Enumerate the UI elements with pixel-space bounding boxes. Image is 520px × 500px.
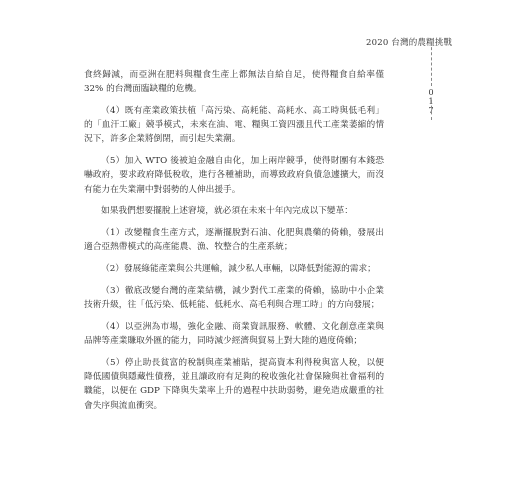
paragraph: （2）發展綠能產業與公共運輸，減少私人車輛，以降低對能源的需求； — [101, 264, 376, 275]
paragraph: （4）既有產業政策扶植「高污染、高耗能、高耗水、高工時與低毛利」的「血汗工廠」競爭模式，未來在油、電、糧與工資四漲且代工產業萎縮的情況下，許多企業將倒閉，而引起失業潮。 — [84, 106, 384, 145]
page-number-digit: 1 — [428, 97, 434, 106]
header-divider-upper — [431, 42, 432, 86]
paragraph: （5）加入 WTO 後被迫金融自由化，加上兩岸競爭，使得財團有本錢恐嚇政府，要求政府降低稅收，進行各種補助，而導致政府負債急遽擴大，而沒有能力在失業潮中對弱勢的人伸出援手。 — [84, 156, 384, 195]
paragraph: （3）徹底改變台灣的產業結構，減少對代工產業的倚賴，協助中小企業技術升級，往「低污染、低耗能、低耗水、高毛利與合理工時」的方向發展； — [84, 286, 384, 311]
paragraph: （1）改變糧食生產方式，逐漸擺脫對石油、化肥與農藥的倚賴，發展出適合亞熱帶模式的高產能農、漁、牧整合的生產系統； — [84, 228, 384, 253]
header-divider-lower — [431, 100, 432, 120]
body-text — [84, 68, 384, 420]
paragraph: （4）以亞洲為市場，強化金融、商業資訊服務、軟體、文化創意產業與品牌等產業賺取外匯的能力，同時減少經濟與貿易上對大陸的過度倚賴； — [84, 322, 384, 347]
paragraph: 如果我們想要擺脫上述窘境，就必須在未來十年內完成以下變革： — [101, 206, 353, 217]
page-number-digit: 7 — [428, 106, 434, 115]
paragraph: 食終歸減，而亞洲在肥料與糧食生產上都無法自給自足，使得糧食自給率僅 32% 的台灣面臨缺糧的危機。 — [84, 70, 384, 95]
paragraph: （5）停止助長貧富的稅制與產業補貼，提高資本利得稅與富人稅，以便降低國債與隱藏性債務，並且讓政府有足夠的稅收強化社會保險與社會福利的職能，以便在 GDP 下降與失業率上升的過程中扶助弱勢，避免造成嚴重的社會失序與流血衝突。 — [84, 358, 384, 411]
header-title: 2020 台灣的農糧挑戰 — [366, 38, 453, 48]
page-number-digit: 0 — [428, 88, 434, 97]
